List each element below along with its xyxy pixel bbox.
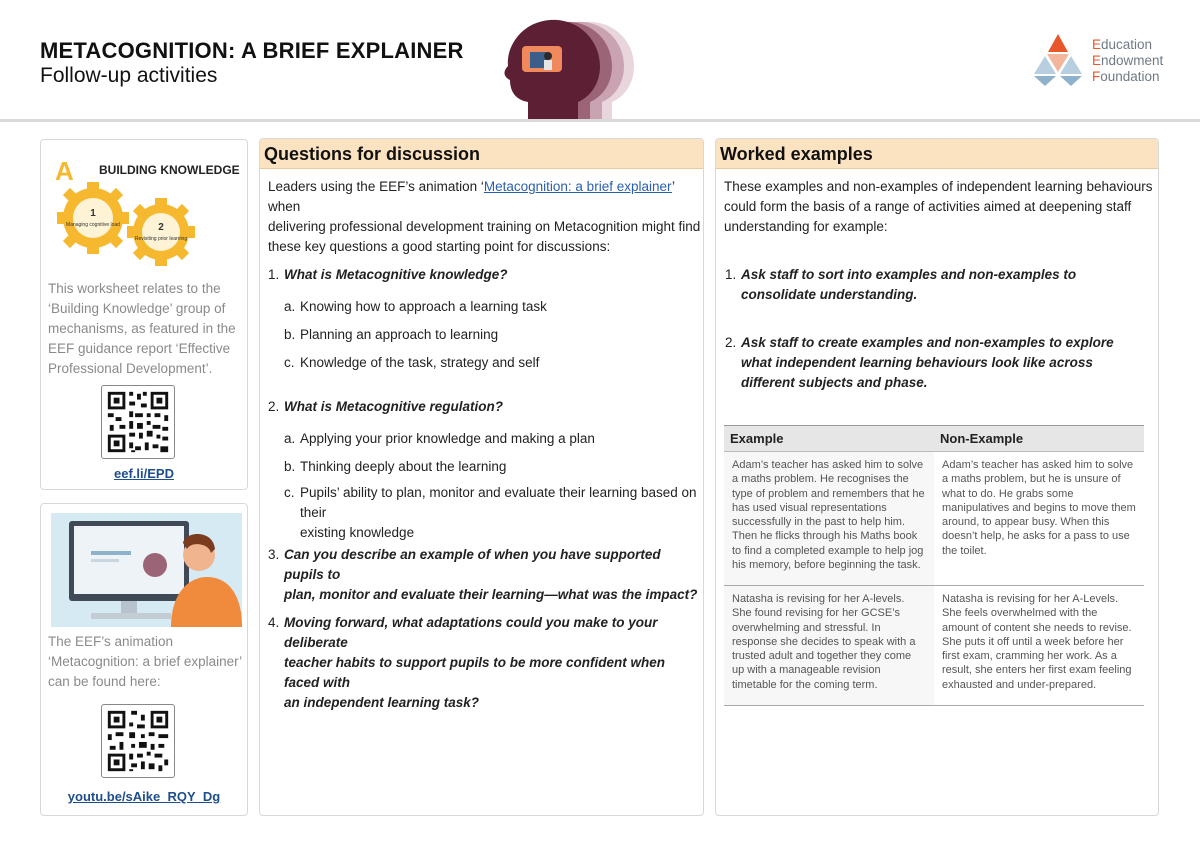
worksheet-line: ‘Building Knowledge’ group of xyxy=(48,301,226,316)
intro-text: these key questions a good starting point for discussions: xyxy=(268,239,611,254)
answer-letter: a. xyxy=(284,431,296,446)
question-number: 3. xyxy=(268,547,280,562)
answer-1c xyxy=(284,353,540,373)
worksheet-description xyxy=(48,279,236,379)
head-silhouettes-illustration xyxy=(500,18,640,120)
logo-e1: E xyxy=(1092,37,1102,52)
qr-code-youtube xyxy=(101,704,175,778)
gear2-label: Revisiting prior learning xyxy=(134,236,188,242)
answer-text: Knowing how to approach a learning task xyxy=(300,299,547,314)
question-number: 2. xyxy=(268,399,280,414)
answer-text: Thinking deeply about the learning xyxy=(300,459,507,474)
worksheet-line: Professional Development’. xyxy=(48,361,213,376)
question-text: teacher habits to support pupils to be more confident when faced with xyxy=(284,655,666,690)
examples-table xyxy=(724,425,1144,706)
logo-word-3: oundation xyxy=(1100,69,1160,84)
example-cell: Natasha is revising for her A-levels. She found revising for her GCSE’s overwhelming and stressful. In response she decides to speak with a trusted adult and together they come up with a manageable revision timetable for the coming term. xyxy=(724,586,934,706)
activity-2 xyxy=(725,333,1114,393)
animation-title-link[interactable]: Metacognition: a brief explainer xyxy=(483,179,672,194)
question-text: plan, monitor and evaluate their learning—what was the impact? xyxy=(284,587,698,602)
building-knowledge-card xyxy=(40,139,248,490)
example-cell: Adam’s teacher has asked him to solve a maths problem. He recognises the type of problem and remembers that he has used visual representations successfully in the past to help him. Then he flicks through his Maths book to find a completed example to help jog his memory, before beginning the task. xyxy=(724,452,934,586)
qr-code-epd xyxy=(101,385,175,459)
question-text: What is Metacognitive knowledge? xyxy=(284,267,508,282)
building-knowledge-gears-illustration xyxy=(51,152,241,280)
gear1-number: 1 xyxy=(90,208,96,219)
question-text: Can you describe an example of when you have supported pupils to xyxy=(284,547,661,582)
question-4 xyxy=(268,613,703,713)
gear2-number: 2 xyxy=(158,222,164,233)
logo-f: F xyxy=(1092,69,1101,84)
answer-text: Applying your prior knowledge and making a plan xyxy=(300,431,595,446)
question-3 xyxy=(268,545,703,605)
answer-1b xyxy=(284,325,499,345)
eef-logo-text xyxy=(1092,37,1163,85)
worksheet-line: EEF guidance report ‘Effective xyxy=(48,341,231,356)
question-text: What is Metacognitive regulation? xyxy=(284,399,504,414)
intro-text: understanding for example: xyxy=(724,219,888,234)
table-row xyxy=(724,452,1144,586)
activity-text: Ask staff to create examples and non-examples to explore xyxy=(741,335,1114,350)
table-header-row xyxy=(724,426,1144,452)
eef-epd-link[interactable]: eef.li/EPD xyxy=(114,466,174,481)
answer-letter: c. xyxy=(284,485,295,500)
intro-text: could form the basis of a range of activities aimed at deepening staff xyxy=(724,199,1132,214)
answer-letter: b. xyxy=(284,327,296,342)
answer-text: Knowledge of the task, strategy and self xyxy=(300,355,540,370)
answer-letter: c. xyxy=(284,355,295,370)
column-header-example: Example xyxy=(724,426,934,452)
logo-word-1: ducation xyxy=(1101,37,1153,52)
eef-logo-mark-icon xyxy=(1032,34,1084,86)
badge-letter: A xyxy=(55,156,74,186)
question-number: 4. xyxy=(268,615,280,630)
answer-text: existing knowledge xyxy=(300,525,415,540)
question-1 xyxy=(268,265,508,285)
logo-e2: E xyxy=(1092,53,1102,68)
answer-letter: a. xyxy=(284,299,296,314)
youtube-link[interactable]: youtu.be/sAike_RQY_Dg xyxy=(67,789,221,804)
gear1-label: Managing cognitive load xyxy=(66,222,120,228)
column-header-non-example: Non-Example xyxy=(934,426,1144,452)
page-subtitle: Follow-up activities xyxy=(40,64,218,87)
animation-line: The EEF’s animation xyxy=(48,634,174,649)
activity-number: 1. xyxy=(725,267,737,282)
animation-description xyxy=(48,632,242,692)
animation-still-illustration xyxy=(51,513,242,627)
animation-card xyxy=(40,503,248,816)
worked-intro xyxy=(724,177,1153,237)
table-row xyxy=(724,586,1144,706)
activity-1 xyxy=(725,265,1077,305)
building-knowledge-label: BUILDING KNOWLEDGE xyxy=(99,163,240,177)
answer-1a xyxy=(284,297,547,317)
worksheet-line: mechanisms, as featured in the xyxy=(48,321,236,336)
answer-2c xyxy=(284,483,703,543)
intro-text: Leaders using the EEF’s animation ‘ xyxy=(268,179,484,194)
questions-intro xyxy=(268,177,703,257)
intro-text: delivering professional development training on Metacognition might find xyxy=(268,219,701,234)
worked-heading: Worked examples xyxy=(716,139,1158,169)
question-2 xyxy=(268,397,504,417)
answer-2a xyxy=(284,429,595,449)
answer-text: Planning an approach to learning xyxy=(300,327,499,342)
answer-2b xyxy=(284,457,507,477)
questions-panel xyxy=(259,138,704,816)
answer-letter: b. xyxy=(284,459,296,474)
header-divider xyxy=(0,119,1200,122)
activity-text: different subjects and phase. xyxy=(741,375,928,390)
intro-text: ’ when xyxy=(268,179,675,214)
logo-word-2: ndowment xyxy=(1101,53,1164,68)
activity-number: 2. xyxy=(725,335,737,350)
non-example-cell: Natasha is revising for her A-Levels. She feels overwhelmed with the amount of content she needs to revise. She puts it off until a week before her first exam, cramming her work. As a result, she enters her first exam feeling exhausted and under-prepared. xyxy=(934,586,1144,706)
question-text: an independent learning task? xyxy=(284,695,480,710)
animation-line: can be found here: xyxy=(48,674,161,689)
activity-text: consolidate understanding. xyxy=(741,287,918,302)
question-text: Moving forward, what adaptations could you make to your deliberate xyxy=(284,615,658,650)
animation-line: ‘Metacognition: a brief explainer’ xyxy=(48,654,243,669)
page-title: METACOGNITION: A BRIEF EXPLAINER xyxy=(40,38,464,63)
intro-text: These examples and non-examples of independent learning behaviours xyxy=(724,179,1153,194)
worksheet-line: This worksheet relates to the xyxy=(48,281,221,296)
questions-heading: Questions for discussion xyxy=(260,139,703,169)
answer-text: Pupils’ ability to plan, monitor and evaluate their learning based on their xyxy=(300,485,697,520)
activity-text: Ask staff to sort into examples and non-examples to xyxy=(741,267,1077,282)
activity-text: what independent learning behaviours look like across xyxy=(741,355,1093,370)
question-number: 1. xyxy=(268,267,280,282)
eef-logo xyxy=(1032,34,1172,86)
worked-examples-panel xyxy=(715,138,1159,816)
non-example-cell: Adam’s teacher has asked him to solve a maths problem, but he is unsure of what to do. He grabs some manipulatives and begins to move them around, to appear busy. When this doesn’t help, he asks for a pass to use the toilet. xyxy=(934,452,1144,586)
page-header xyxy=(0,0,1200,120)
